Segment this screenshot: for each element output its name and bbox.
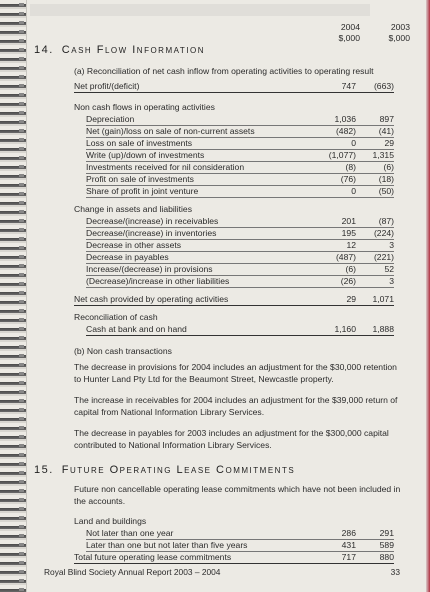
col-unit-2004: $,000 bbox=[338, 33, 360, 43]
spiral-binding bbox=[0, 0, 27, 592]
row-inventories: Decrease/(increase) in inventories 195 (224) bbox=[86, 228, 394, 238]
row-net-gain-loss: Net (gain)/loss on sale of non-current assets (482) (41) bbox=[86, 126, 394, 136]
row-lease-one-year: Not later than one year 286 291 bbox=[86, 528, 394, 538]
non-cash-heading: Non cash flows in operating activities bbox=[74, 102, 215, 112]
note-receivables: The increase in receivables for 2004 includes an adjustment for the $39,000 return of capital from National Information Library Services. bbox=[74, 395, 398, 417]
row-payables: Decrease in payables (487) (221) bbox=[86, 252, 394, 262]
row-loss-on-sale: Loss on sale of investments 0 29 bbox=[86, 138, 394, 148]
subheading-a: (a) Reconciliation of net cash inflow from operating activities to operating result bbox=[74, 66, 374, 76]
subheading-b: (b) Non cash transactions bbox=[74, 346, 172, 356]
row-other-liabilities: (Decrease)/increase in other liabilities (26) 3 bbox=[86, 276, 394, 286]
page-footer bbox=[44, 567, 400, 577]
recon-heading: Reconciliation of cash bbox=[74, 312, 158, 322]
row-lease-five-years: Later than one but not later than five years 431 589 bbox=[86, 540, 394, 550]
row-profit-on-sale: Profit on sale of investments (76) (18) bbox=[86, 174, 394, 184]
col-unit-2003: $,000 bbox=[388, 33, 410, 43]
row-net-cash: Net cash provided by operating activities 29 1,071 bbox=[74, 294, 394, 304]
section-14-title: 14. Cash Flow Information bbox=[34, 44, 205, 56]
row-cash-at-bank: Cash at bank and on hand 1,160 1,888 bbox=[86, 324, 394, 334]
col-year-2004: 2004 bbox=[340, 22, 360, 32]
note-payables: The decrease in payables for 2003 includes an adjustment for the $300,000 capital contributed to National Information Library Services. bbox=[74, 428, 389, 450]
column-headers bbox=[30, 22, 410, 44]
row-other-assets: Decrease in other assets 12 3 bbox=[86, 240, 394, 250]
lease-intro: Future non cancellable operating lease commitments which have not been included in the accounts. bbox=[74, 484, 401, 506]
row-depreciation: Depreciation 1,036 897 bbox=[86, 114, 394, 124]
page-number: 33 bbox=[390, 567, 400, 577]
row-write-up-down: Write (up)/down of investments (1,077) 1,315 bbox=[86, 150, 394, 160]
col-year-2003: 2003 bbox=[390, 22, 410, 32]
page-edge bbox=[426, 0, 430, 592]
row-share-of-profit: Share of profit in joint venture 0 (50) bbox=[86, 186, 394, 196]
footer-title: Royal Blind Society Annual Report 2003 – 2004 bbox=[44, 567, 221, 577]
land-buildings-heading: Land and buildings bbox=[74, 516, 147, 526]
row-lease-total: Total future operating lease commitments 717 880 bbox=[74, 552, 394, 562]
section-15-title: 15. Future Operating Lease Commitments bbox=[34, 464, 296, 476]
row-receivables: Decrease/(increase) in receivables 201 (87) bbox=[86, 216, 394, 226]
row-investments-received: Investments received for nil consideration (8) (6) bbox=[86, 162, 394, 172]
row-provisions: Increase/(decrease) in provisions (6) 52 bbox=[86, 264, 394, 274]
changes-heading: Change in assets and liabilities bbox=[74, 204, 192, 214]
row-net-profit: Net profit/(deficit) 747 (663) bbox=[74, 81, 394, 91]
note-provisions: The decrease in provisions for 2004 includes an adjustment for the $30,000 retention to Hunter Land Pty Ltd for the Beaumont Street, Newcastle property. bbox=[74, 362, 397, 384]
report-page bbox=[30, 0, 410, 592]
